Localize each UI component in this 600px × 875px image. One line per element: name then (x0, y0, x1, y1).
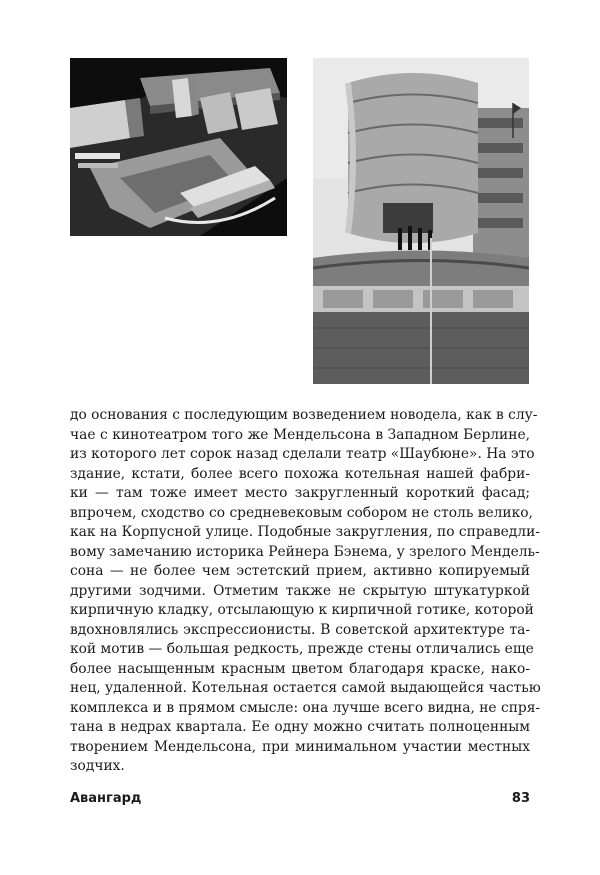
text-line: здание, кстати, более всего похожа котельная нашей фабри- (70, 465, 530, 482)
body-text (70, 406, 541, 777)
text-line: комплекса и в прямом смысле: она лучше всего видна, не спря- (70, 699, 541, 716)
text-line: впрочем, сходство со средневековым собором не столь велико, (70, 504, 533, 521)
text-line: нец, удаленной. Котельная остается самой выдающейся частью (70, 680, 541, 696)
text-line: ки — там тоже имеет место закругленный короткий фасад; (70, 485, 530, 501)
running-footer-title: Авангард (70, 791, 142, 806)
text-line: зодчих. (70, 758, 125, 774)
text-line: вдохновлялись экспрессионисты. В советской архитектуре та- (70, 621, 530, 638)
text-line: как на Корпусной улице. Подобные закругления, по справедли- (70, 524, 540, 540)
text-line: из которого лет сорок назад сделали театр «Шаубюне». На это (70, 446, 535, 462)
text-line: более насыщенным красным цветом благодаря краске, нако- (70, 660, 530, 677)
text-line: кирпичную кладку, отсылающую к кирпичной готике, которой (70, 602, 534, 618)
text-line: вому замечанию историка Рейнера Бэнема, у зрелого Мендель- (70, 543, 540, 560)
text-line: другими зодчими. Отметим также не скрытую штукатуркой (70, 582, 530, 599)
text-line: до основания с последующим возведением новодела, как в слу- (70, 407, 538, 423)
text-line: сона — не более чем эстетский прием, активно копируемый (70, 563, 530, 579)
round-building-photo (313, 58, 529, 384)
architectural-model-photo (70, 58, 287, 236)
text-line: тана в недрах квартала. Ее одну можно считать полноценным (70, 719, 530, 735)
page-number: 83 (511, 791, 530, 806)
text-line: чае с кинотеатром того же Мендельсона в Западном Берлине, (70, 426, 530, 443)
text-line: кой мотив — большая редкость, прежде стены отличались еще (70, 641, 534, 657)
text-line: творением Мендельсона, при минимальном участии местных (70, 738, 530, 755)
